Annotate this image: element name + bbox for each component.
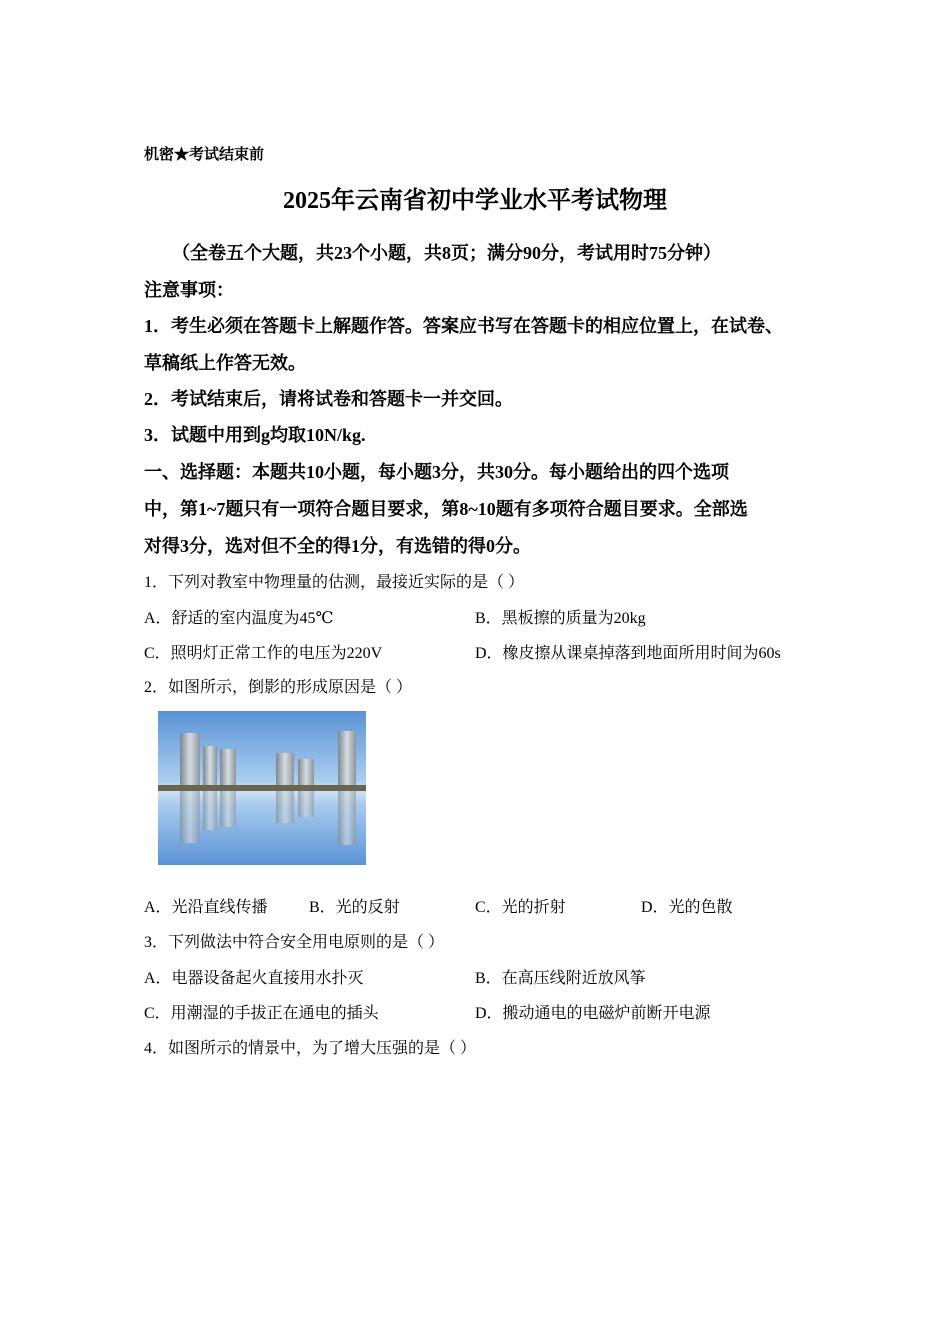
notice-line: 3．试题中用到g均取10N/kg.	[144, 425, 366, 445]
page-title: 2025年云南省初中学业水平考试物理	[283, 188, 667, 214]
section-instructions: 一、选择题：本题共10小题，每小题3分，共30分。每小题给出的四个选项	[144, 462, 729, 482]
city-reflection-photo	[158, 711, 366, 865]
notice-line: 草稿纸上作答无效。	[144, 353, 306, 373]
option-b: B．光的反射	[309, 899, 400, 916]
option-b: B．黑板擦的质量为20kg	[475, 610, 646, 627]
question-3-stem: 3．下列做法中符合安全用电原则的是（ ）	[144, 934, 445, 951]
option-a: A．光沿直线传播	[144, 899, 268, 916]
option-b: B．在高压线附近放风筝	[475, 970, 646, 987]
option-c: C．光的折射	[475, 899, 566, 916]
exam-info: （全卷五个大题，共23个小题，共8页；满分90分，考试用时75分钟）	[172, 243, 721, 263]
option-d: D．光的色散	[641, 899, 733, 916]
notice-line: 1．考生必须在答题卡上解题作答。答案应书写在答题卡的相应位置上，在试卷、	[144, 316, 783, 336]
notice-line: 2．考试结束后，请将试卷和答题卡一并交回。	[144, 389, 513, 409]
section-instructions: 中，第1~7题只有一项符合题目要求，第8~10题有多项符合题目要求。全部选	[144, 499, 748, 519]
option-c: C．照明灯正常工作的电压为220V	[144, 645, 383, 662]
option-a: A．舒适的室内温度为45℃	[144, 610, 334, 627]
option-d: D．橡皮擦从课桌掉落到地面所用时间为60s	[475, 645, 781, 662]
confidential-note: 机密★考试结束前	[144, 147, 265, 163]
question-1-stem: 1．下列对教室中物理量的估测，最接近实际的是（ ）	[144, 574, 525, 591]
question-4-stem: 4．如图所示的情景中，为了增大压强的是（ ）	[144, 1040, 477, 1057]
section-instructions: 对得3分，选对但不全的得1分，有选错的得0分。	[144, 536, 531, 556]
question-2-stem: 2．如图所示，倒影的形成原因是（ ）	[144, 679, 413, 696]
option-d: D．搬动通电的电磁炉前断开电源	[475, 1005, 711, 1022]
option-a: A．电器设备起火直接用水扑灭	[144, 970, 364, 987]
notice-heading: 注意事项：	[144, 280, 234, 300]
option-c: C．用潮湿的手拔正在通电的插头	[144, 1005, 379, 1022]
